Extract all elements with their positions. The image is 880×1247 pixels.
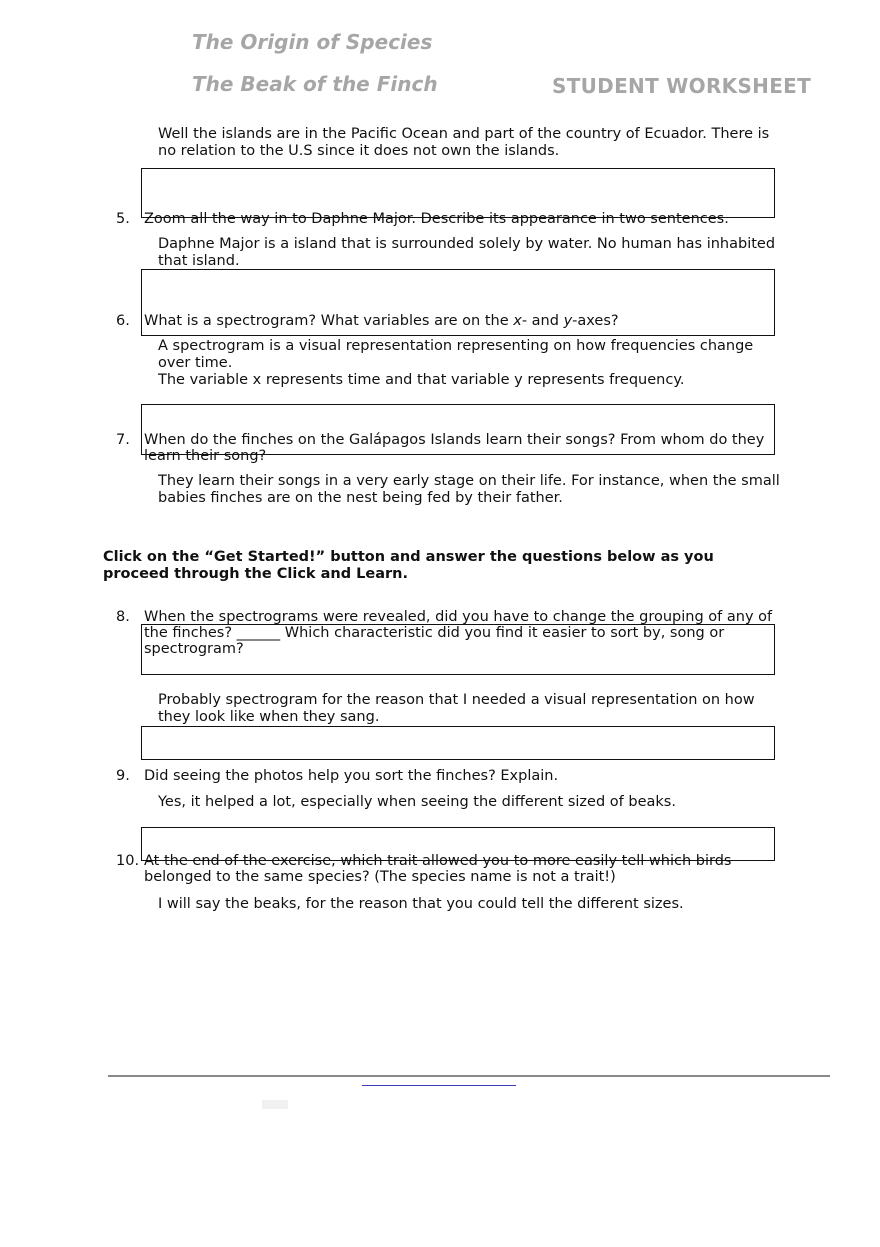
question-text: When do the finches on the Galápagos Islands learn their songs? From whom do they learn their song?: [144, 432, 765, 464]
answer-10: [158, 896, 783, 913]
question-number: 7.: [116, 432, 130, 448]
footer-faint-mark: [262, 1100, 288, 1109]
answer-line: no relation to the U.S since it does not own the islands.: [158, 143, 560, 159]
doc-subtitle: The Beak of the Finch: [192, 72, 438, 96]
question-text: When the spectrograms were revealed, did you have to change the grouping of any of the finches? ______ Which characteristic did you find it easier to sort by, song or spectrogram?: [144, 609, 773, 657]
answer-line: The variable x represents time and that variable y represents frequency.: [158, 372, 685, 388]
answer-box[interactable]: [141, 624, 775, 675]
answer-line: Well the islands are in the Pacific Ocean and part of the country of Ecuador. There is: [158, 126, 770, 142]
question-text: Did seeing the photos help you sort the finches? Explain.: [144, 768, 559, 784]
footer-divider: [108, 1075, 830, 1077]
answer-line: babies finches are on the nest being fed by their father.: [158, 490, 563, 506]
answer-line: A spectrogram is a visual representation representing on how frequencies change: [158, 338, 754, 354]
question-number: 9.: [116, 768, 130, 784]
instruction-text: Click on the “Get Started!” button and answer the questions below as you proceed through the Click and Learn.: [103, 549, 714, 582]
question-number: 10.: [116, 853, 140, 869]
answer-6: [158, 338, 783, 389]
question-text: Zoom all the way in to Daphne Major. Describe its appearance in two sentences.: [144, 211, 729, 227]
worksheet-label: STUDENT WORKSHEET: [552, 74, 812, 98]
answer-line: that island.: [158, 253, 240, 269]
answer-line: over time.: [158, 355, 233, 371]
answer-9: [158, 794, 783, 811]
answer-line: Daphne Major is a island that is surrounded solely by water. No human has inhabited: [158, 236, 776, 252]
answer-box[interactable]: [141, 726, 775, 760]
question-text: What is a spectrogram? What variables are on the x- and y-axes?: [144, 313, 619, 329]
question-number: 5.: [116, 211, 130, 227]
question-text: At the end of the exercise, which trait allowed you to more easily tell which birds belonged to the same species? (The species name is not a trait!): [144, 853, 732, 885]
answer-7: [158, 473, 783, 507]
doc-title: The Origin of Species: [192, 30, 433, 54]
answer-8: [158, 692, 783, 726]
answer-5: [158, 236, 783, 270]
answer-line: I will say the beaks, for the reason that you could tell the different sizes.: [158, 896, 684, 912]
question-number: 6.: [116, 313, 130, 329]
footer-link-underline[interactable]: [362, 1085, 516, 1086]
answer-line: Probably spectrogram for the reason that I needed a visual representation on how: [158, 692, 755, 708]
answer-line: Yes, it helped a lot, especially when seeing the different sized of beaks.: [158, 794, 676, 810]
answer-line: they look like when they sang.: [158, 709, 380, 725]
answer-line: They learn their songs in a very early stage on their life. For instance, when the small: [158, 473, 780, 489]
answer-4: [158, 126, 783, 160]
question-number: 8.: [116, 609, 130, 625]
